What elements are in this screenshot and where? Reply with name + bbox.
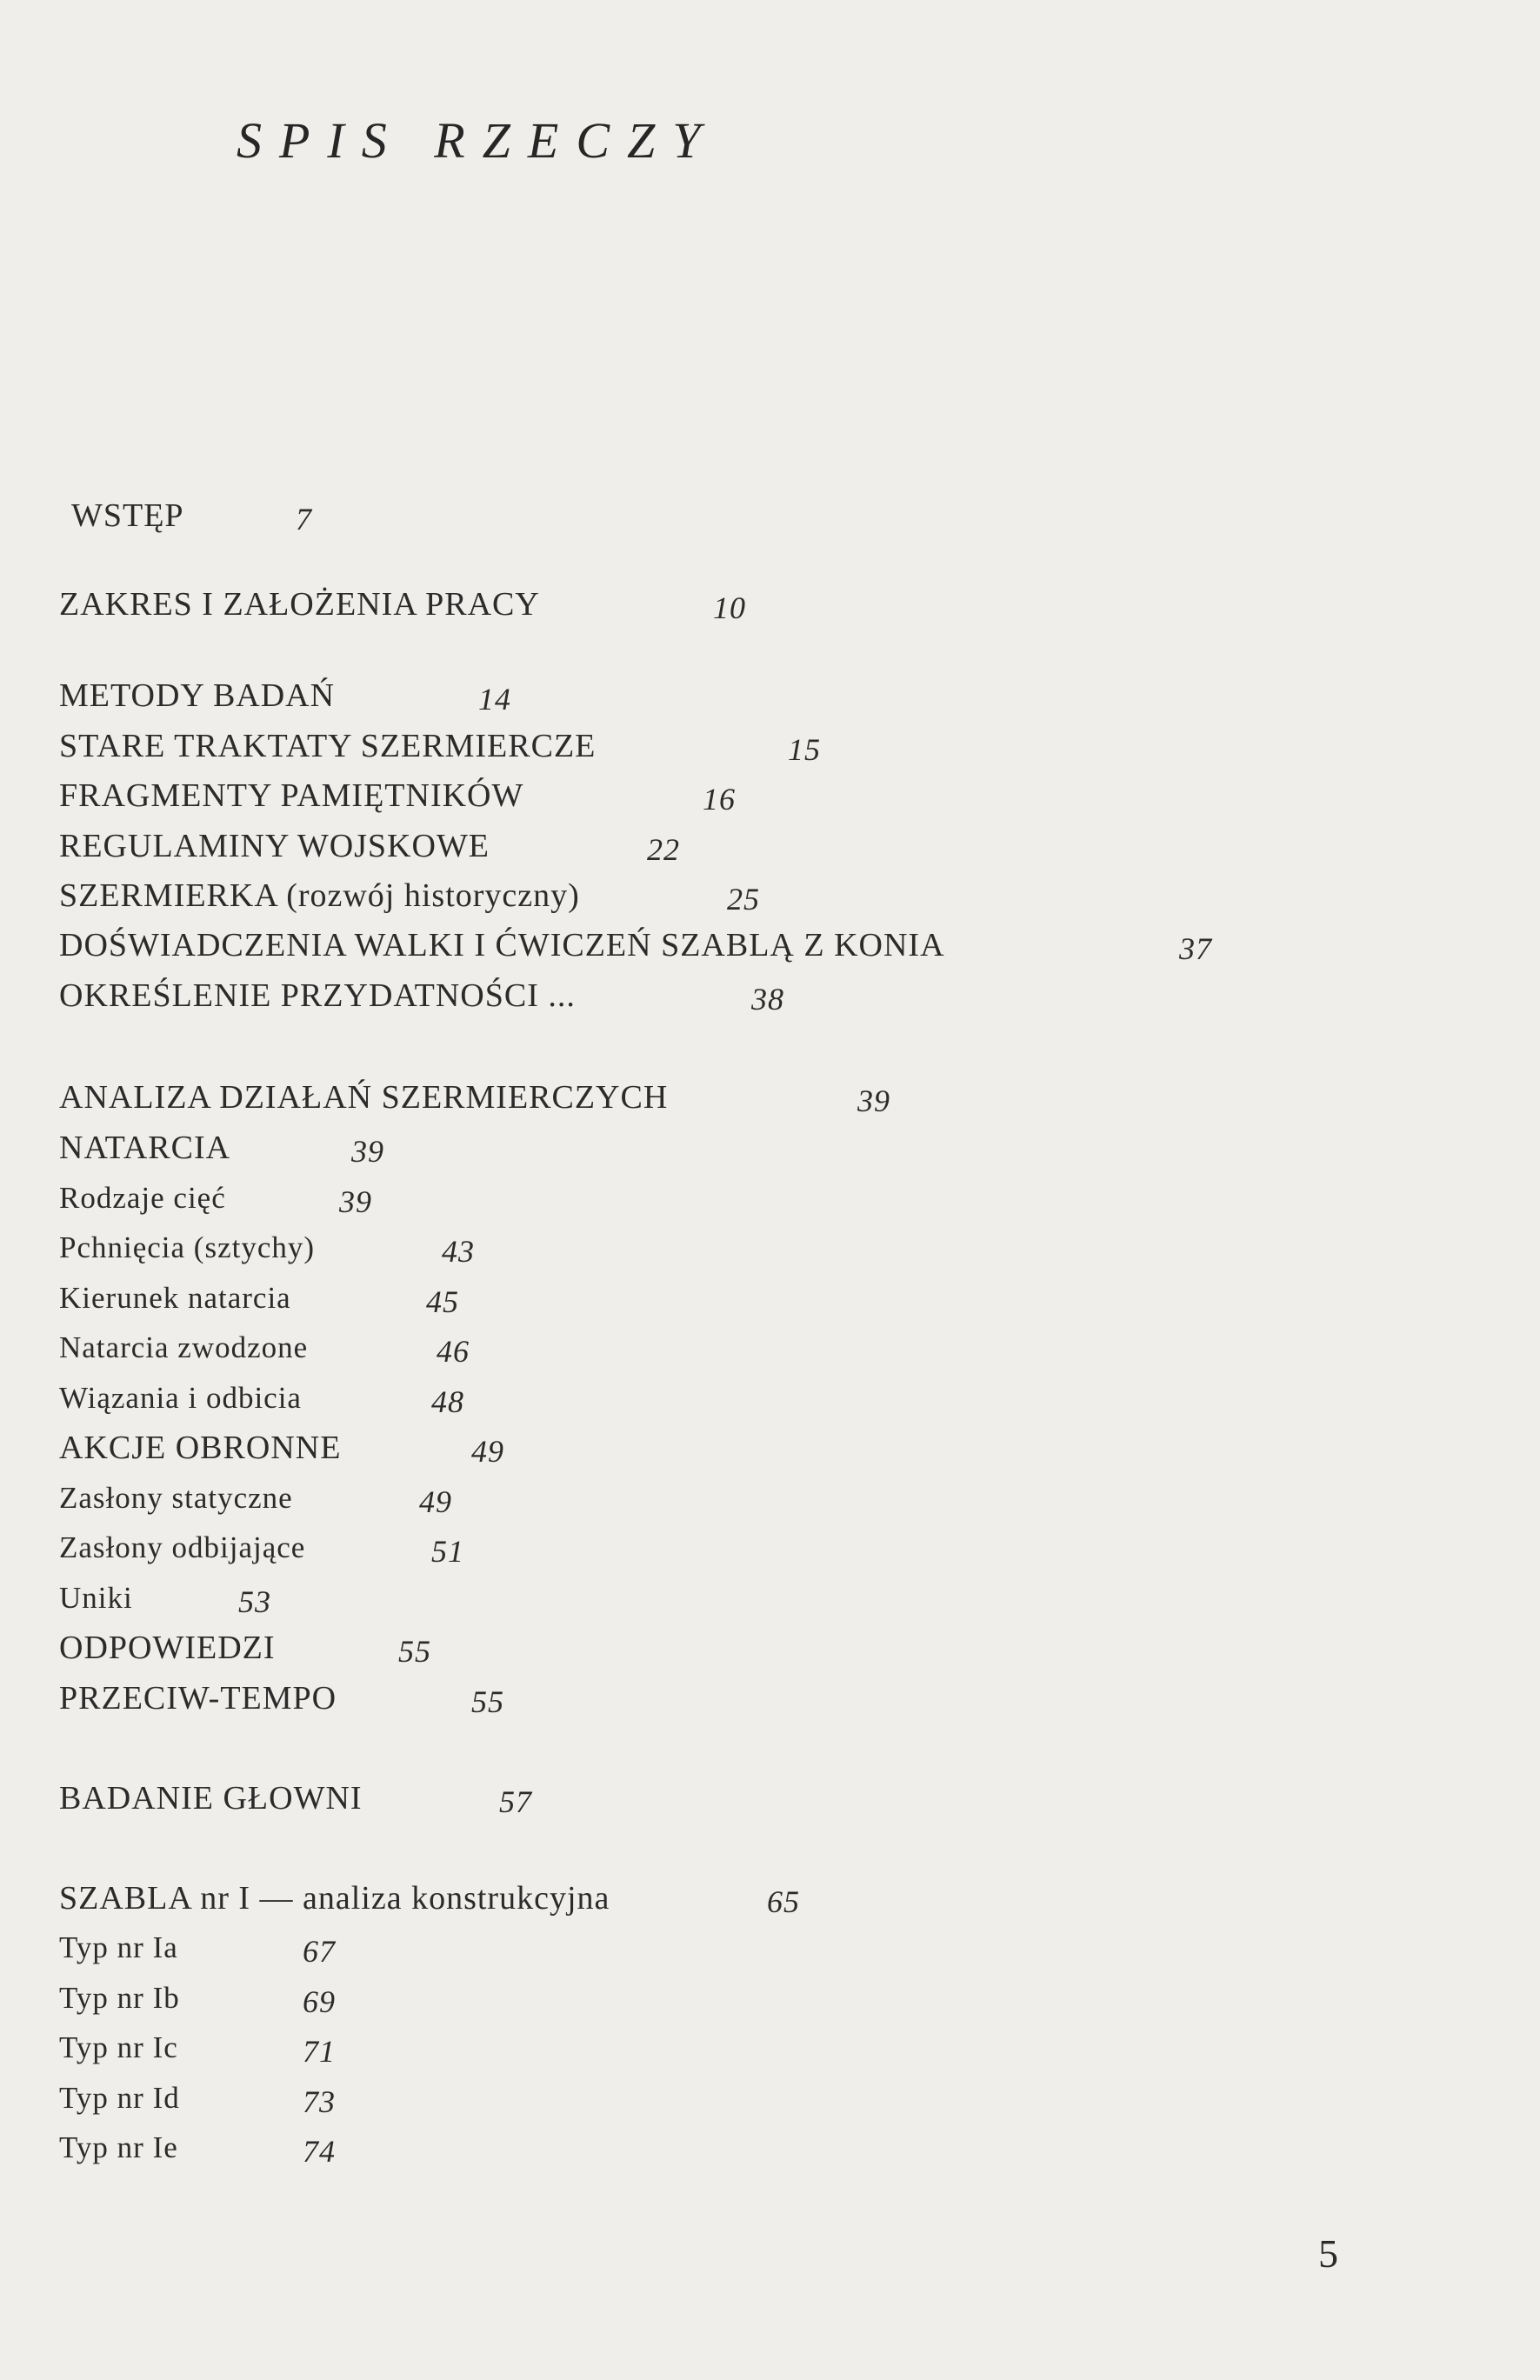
toc-entry-label: PRZECIW-TEMPO (59, 1680, 337, 1717)
toc-entry-page: 7 (296, 502, 312, 537)
toc-entry-wstep[interactable] (71, 491, 350, 540)
toc-entry-page: 53 (238, 1584, 271, 1619)
toc-entry-page: 57 (499, 1784, 532, 1819)
toc-entry-label: STARE TRAKTATY SZERMIERCZE (59, 728, 597, 764)
toc-entry-szabla[interactable] (59, 1874, 929, 1923)
toc-entry-page: 38 (751, 982, 784, 1017)
toc-entry-label: REGULAMINY WOJSKOWE (59, 828, 490, 864)
toc-entry-page: 16 (703, 782, 736, 817)
toc-entry-przeciw-tempo[interactable] (59, 1674, 546, 1723)
toc-entry-page: 14 (478, 682, 511, 717)
toc-entry-label: AKCJE OBRONNE (59, 1430, 342, 1466)
toc-entry-label: Natarcia zwodzone (59, 1330, 309, 1364)
toc-entry-label: METODY BADAŃ (59, 677, 336, 714)
toc-entry-label: NATARCIA (59, 1130, 231, 1166)
toc-entry-page: 10 (713, 590, 746, 625)
toc-entry-doswiadczenia[interactable] (59, 921, 1242, 970)
toc-entry-label: Pchnięcia (sztychy) (59, 1230, 316, 1264)
toc-entry-kierunek-natarcia[interactable] (59, 1274, 511, 1323)
toc-entry-page: 55 (398, 1634, 431, 1669)
page-number: 5 (1318, 2231, 1338, 2276)
toc-entry-label: SZERMIERKA (rozwój historyczny) (59, 877, 580, 914)
toc-entry-page: 43 (442, 1234, 475, 1269)
toc-entry-typ-id[interactable] (59, 2074, 372, 2123)
toc-entry-typ-ib[interactable] (59, 1974, 372, 2023)
toc-entry-page: 39 (857, 1083, 890, 1118)
toc-entry-regulaminy[interactable] (59, 822, 720, 870)
toc-entry-page: 55 (471, 1684, 504, 1719)
toc-entry-label: FRAGMENTY PAMIĘTNIKÓW (59, 777, 524, 814)
toc-entry-odpowiedzi[interactable] (59, 1623, 477, 1672)
toc-entry-label: ANALIZA DZIAŁAŃ SZERMIERCZYCH (59, 1079, 669, 1116)
toc-entry-natarcia-zwodzone[interactable] (59, 1323, 511, 1372)
toc-entry-label: BADANIE GŁOWNI (59, 1780, 363, 1817)
toc-entry-label: Typ nr Ie (59, 2130, 178, 2164)
toc-entry-label: Rodzaje cięć (59, 1181, 226, 1215)
toc-entry-zaslony-odbijajace[interactable] (59, 1523, 511, 1572)
toc-entry-label: Typ nr Ic (59, 2030, 178, 2064)
toc-entry-page: 39 (339, 1184, 372, 1219)
toc-entry-pchniecia[interactable] (59, 1223, 511, 1272)
toc-entry-label: WSTĘP (71, 497, 184, 534)
toc-entry-page: 49 (419, 1484, 452, 1519)
toc-entry-stare-traktaty[interactable] (59, 722, 842, 770)
toc-entry-label: Typ nr Ib (59, 1981, 180, 2015)
toc-entry-typ-ia[interactable] (59, 1923, 372, 1972)
toc-entry-page: 48 (431, 1384, 464, 1419)
toc-entry-page: 37 (1179, 931, 1212, 966)
toc-entry-page: 51 (431, 1534, 464, 1569)
toc-entry-page: 67 (303, 1934, 336, 1969)
toc-entry-szermierka[interactable] (59, 871, 824, 920)
toc-entry-page: 46 (437, 1334, 470, 1369)
toc-entry-page: 15 (788, 732, 821, 767)
toc-entry-natarcia[interactable] (59, 1123, 424, 1172)
toc-entry-page: 22 (647, 832, 680, 867)
toc-entry-typ-ie[interactable] (59, 2123, 372, 2172)
toc-entry-zakres[interactable] (59, 580, 772, 629)
toc-entry-label: Zasłony odbijające (59, 1530, 306, 1564)
toc-entry-label: OKREŚLENIE PRZYDATNOŚCI ... (59, 977, 576, 1014)
toc-entry-label: Typ nr Id (59, 2081, 180, 2115)
toc-entry-analiza[interactable] (59, 1073, 946, 1122)
toc-entry-page: 71 (303, 2034, 336, 2069)
toc-entry-fragmenty[interactable] (59, 771, 755, 820)
toc-entry-akcje-obronne[interactable] (59, 1423, 546, 1472)
toc-entry-label: Uniki (59, 1581, 133, 1615)
toc-entry-label: Typ nr Ia (59, 1930, 178, 1964)
toc-entry-typ-ic[interactable] (59, 2023, 372, 2072)
toc-entry-label: ZAKRES I ZAŁOŻENIA PRACY (59, 586, 540, 623)
toc-entry-page: 25 (727, 882, 760, 917)
toc-entry-page: 45 (426, 1284, 459, 1319)
toc-entry-zaslony-statyczne[interactable] (59, 1474, 511, 1523)
toc-entry-label: DOŚWIADCZENIA WALKI I ĆWICZEŃ SZABLĄ Z KONIA (59, 927, 945, 963)
toc-entry-label: Wiązania i odbicia (59, 1381, 302, 1415)
toc-entry-label: ODPOWIEDZI (59, 1630, 276, 1666)
toc-entry-uniki[interactable] (59, 1574, 372, 1623)
toc-entry-page: 73 (303, 2084, 336, 2119)
toc-entry-wiazania[interactable] (59, 1374, 511, 1423)
toc-entry-page: 65 (767, 1884, 800, 1919)
toc-entry-label: SZABLA nr I — analiza konstrukcyjna (59, 1880, 610, 1917)
toc-entry-metody-badan[interactable] (59, 671, 546, 720)
toc-entry-page: 39 (351, 1134, 384, 1169)
toc-entry-page: 49 (471, 1434, 504, 1469)
toc-entry-page: 69 (303, 1984, 336, 2019)
toc-entry-label: Zasłony statyczne (59, 1481, 293, 1515)
toc-entry-badanie-glowni[interactable] (59, 1774, 616, 1823)
toc-entry-label: Kierunek natarcia (59, 1281, 291, 1315)
toc-entry-okreslenie[interactable] (59, 971, 824, 1020)
toc-entry-rodzaje-ciec[interactable] (59, 1174, 424, 1223)
toc-entry-page: 74 (303, 2134, 336, 2169)
page-title: SPIS RZECZY (237, 112, 718, 169)
